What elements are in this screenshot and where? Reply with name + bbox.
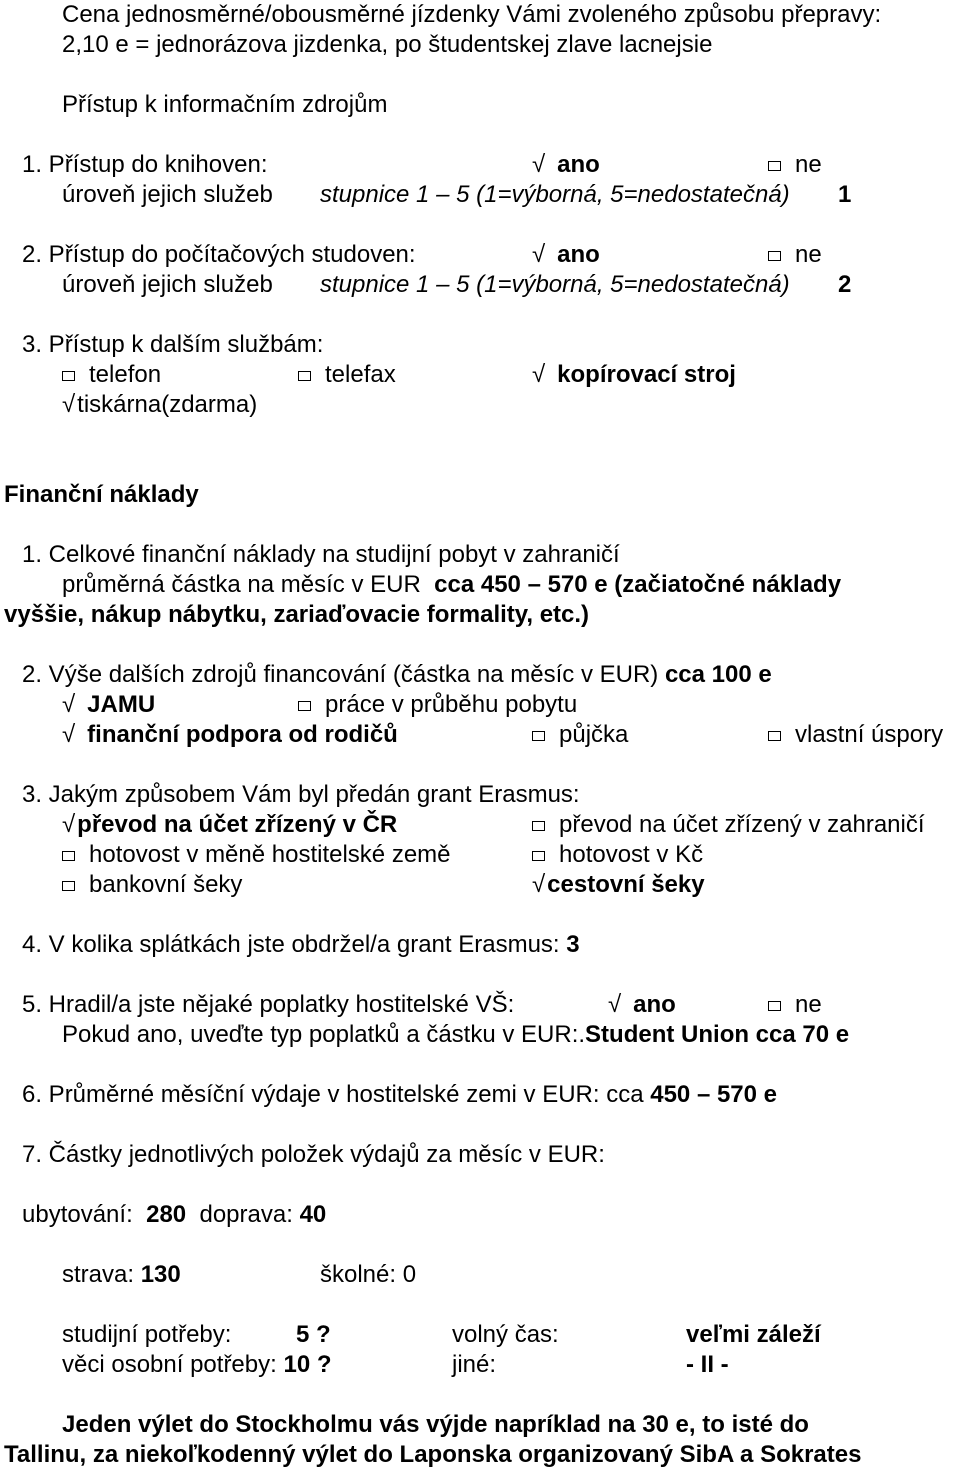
check-icon: √ [608, 991, 622, 1018]
checkbox-empty-icon [768, 731, 781, 741]
fq7-label: 7. Částky jednotlivých položek výdajů za měsíc v EUR: [22, 1141, 605, 1168]
fq6-line: 6. Průměrné měsíční výdaje v hostitelské zemi v EUR: cca 450 – 570 e [22, 1081, 778, 1108]
q2-level-label: úroveň jejich služeb [62, 271, 273, 298]
free-time-label: volný čas: [452, 1321, 559, 1348]
fax-option[interactable]: telefax [298, 360, 396, 390]
printer-checked[interactable]: √tiskárna(zdarma) [62, 391, 258, 418]
intro-line-2: 2,10 e = jednorázova jizdenka, po študentskej zlave lacnejsie [62, 31, 713, 58]
q2-scale: stupnice 1 – 5 (1=výborná, 5=nedostatečná) [320, 271, 790, 298]
fq1-avg-line: průměrná částka na měsíc v EUR cca 450 – 570 e (začiatočné náklady [62, 571, 842, 598]
personal-item: věci osobní potřeby: 10 ? [62, 1351, 332, 1378]
copier-checked[interactable]: √ kopírovací stroj [532, 361, 736, 388]
checkbox-empty-icon [62, 881, 75, 891]
cash-host-option[interactable]: hotovost v měně hostitelské země [62, 840, 451, 870]
study-label: studijní potřeby: [62, 1321, 232, 1348]
q1-level-label: úroveň jejich služeb [62, 181, 273, 208]
q1-scale: stupnice 1 – 5 (1=výborná, 5=nedostatečná) [320, 181, 790, 208]
work-option[interactable]: práce v průběhu pobytu [298, 690, 577, 720]
finance-heading: Finanční náklady [4, 481, 199, 508]
q3-services-label: 3. Přístup k dalším službám: [22, 331, 324, 358]
note-line-2: Tallinu, za niekoľkodenný výlet do Laponska organizovaný SibA a Sokrates [4, 1441, 862, 1468]
q2-rating: 2 [838, 271, 852, 298]
travel-checks-checked[interactable]: √cestovní šeky [532, 871, 705, 898]
q2-yes-checked[interactable]: √ ano [532, 241, 600, 268]
check-icon: √ [532, 241, 546, 268]
q1-rating: 1 [838, 181, 852, 208]
fq1-label: 1. Celkové finanční náklady na studijní pobyt v zahraničí [22, 541, 620, 568]
checkbox-empty-icon [62, 851, 75, 861]
abroad-account-option[interactable]: převod na účet zřízený v zahraničí [532, 810, 925, 840]
fq5-detail: Pokud ano, uveďte typ poplatků a částku v EUR:.Student Union cca 70 e [62, 1021, 850, 1048]
intro-line-1: Cena jednosměrné/obousměrné jízdenky Vámi zvoleného způsobu přepravy: [62, 1, 882, 28]
q1-library-label: 1. Přístup do knihoven: [22, 151, 268, 178]
tuition-item: školné: 0 [320, 1261, 417, 1288]
note-line-1: Jeden výlet do Stockholmu vás výjde napríklad na 30 e, to isté do [62, 1411, 809, 1438]
check-icon: √ [62, 691, 76, 718]
check-icon: √ [62, 811, 76, 838]
phone-option[interactable]: telefon [62, 360, 161, 390]
cz-account-checked[interactable]: √převod na účet zřízený v ČR [62, 811, 398, 838]
checkbox-empty-icon [532, 821, 545, 831]
checkbox-empty-icon [768, 161, 781, 171]
q2-computer-label: 2. Přístup do počítačových studoven: [22, 241, 416, 268]
free-time-value: veľmi záleží [686, 1321, 821, 1348]
fq3-label: 3. Jakým způsobem Vám byl předán grant Erasmus: [22, 781, 580, 808]
access-heading: Přístup k informačním zdrojům [62, 91, 388, 118]
q2-no-option[interactable]: ne [768, 240, 822, 270]
parents-checked[interactable]: √ finanční podpora od rodičů [62, 721, 398, 748]
checkbox-empty-icon [62, 371, 75, 381]
cash-czk-option[interactable]: hotovost v Kč [532, 840, 703, 870]
fq5-label: 5. Hradil/a jste nějaké poplatky hostitelské VŠ: [22, 991, 515, 1018]
checkbox-empty-icon [532, 731, 545, 741]
other-label: jiné: [452, 1351, 497, 1378]
check-icon: √ [532, 361, 546, 388]
other-value: - II - [686, 1351, 729, 1378]
housing-item: ubytování: 280 doprava: 40 [22, 1201, 327, 1228]
check-icon: √ [532, 871, 546, 898]
checkbox-empty-icon [768, 251, 781, 261]
check-icon: √ [532, 151, 546, 178]
checkbox-empty-icon [298, 701, 311, 711]
check-icon: √ [62, 721, 76, 748]
q1-yes-checked[interactable]: √ ano [532, 151, 600, 178]
study-value: 5 ? [296, 1321, 331, 1348]
fq5-no-option[interactable]: ne [768, 990, 822, 1020]
food-item: strava: 130 [62, 1261, 181, 1288]
checkbox-empty-icon [768, 1001, 781, 1011]
fq1-avg-cont: vyššie, nákup nábytku, zariaďovacie formality, etc.) [4, 601, 590, 628]
check-icon: √ [62, 391, 76, 418]
fq4-line: 4. V kolika splátkách jste obdržel/a grant Erasmus: 3 [22, 931, 580, 958]
loan-option[interactable]: půjčka [532, 720, 628, 750]
bank-checks-option[interactable]: bankovní šeky [62, 870, 242, 900]
savings-option[interactable]: vlastní úspory [768, 720, 943, 750]
jamu-checked[interactable]: √ JAMU [62, 691, 156, 718]
fq5-yes-checked[interactable]: √ ano [608, 991, 676, 1018]
q1-no-option[interactable]: ne [768, 150, 822, 180]
checkbox-empty-icon [532, 851, 545, 861]
checkbox-empty-icon [298, 371, 311, 381]
fq2-line: 2. Výše dalších zdrojů financování (částka na měsíc v EUR) cca 100 e [22, 661, 772, 688]
